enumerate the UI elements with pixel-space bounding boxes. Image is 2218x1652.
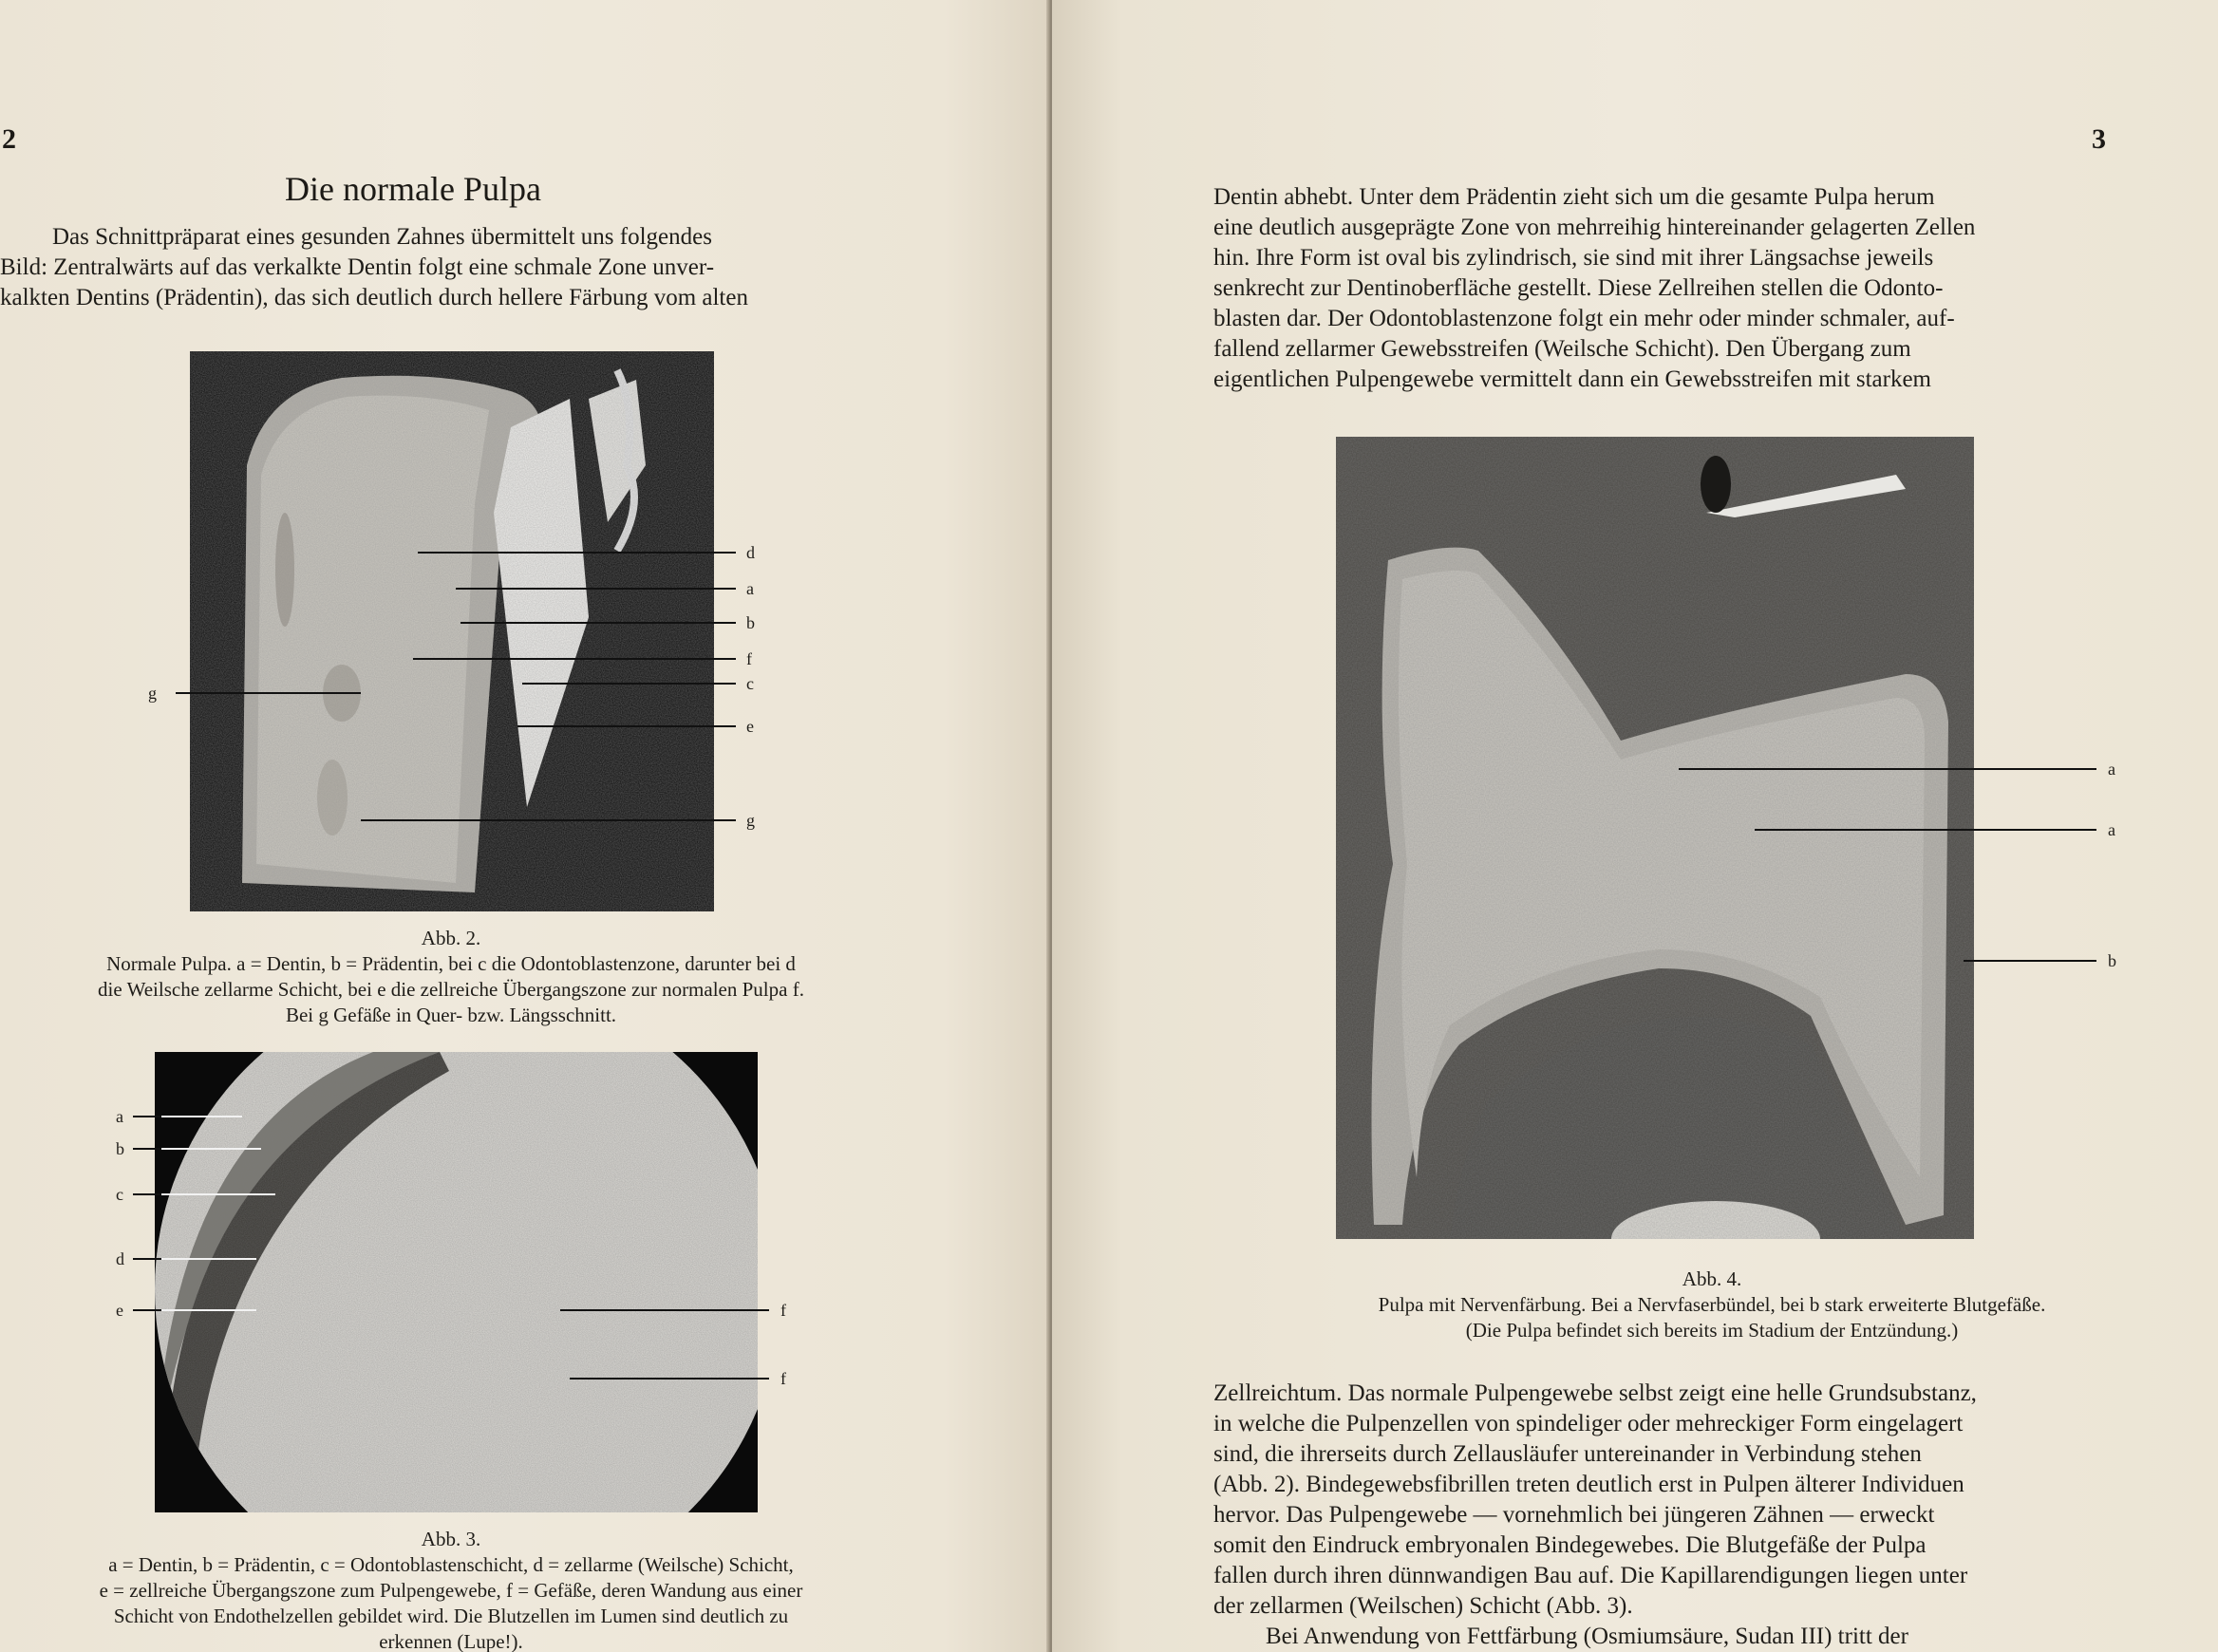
caption-line: Schicht von Endothelzellen gebildet wird. Die Blutzellen im Lumen sind deutlich zu xyxy=(113,1605,789,1627)
text-line: somit den Eindruck embryonalen Bindegewebes. Die Blutgefäße der Pulpa xyxy=(1213,1532,1927,1558)
text-line: Dentin abhebt. Unter dem Prädentin zieht sich um die gesamte Pulpa herum xyxy=(1213,184,1935,210)
fig2-label-f: f xyxy=(746,649,752,668)
fig3-label-a: a xyxy=(116,1107,123,1126)
text-line: Zellreichtum. Das normale Pulpengewebe selbst zeigt eine helle Grundsubstanz, xyxy=(1213,1380,1977,1406)
text-line: (Abb. 2). Bindegewebsfibrillen treten deutlich erst in Pulpen älterer Individuen xyxy=(1213,1472,1964,1497)
fig3-label-f2: f xyxy=(780,1369,786,1388)
fig2-label-a: a xyxy=(746,579,754,598)
text-line: in welche die Pulpenzellen von spindeliger oder mehreckiger Form eingelagert xyxy=(1213,1411,1964,1436)
text-line: eine deutlich ausgeprägte Zone von mehrreihig hintereinander gelagerten Zellen xyxy=(1213,215,1976,240)
text-line: sind, die ihrerseits durch Zellausläufer untereinander in Verbindung stehen xyxy=(1213,1441,1922,1467)
fig2-label-c: c xyxy=(746,674,754,693)
fig2-label-g-left: g xyxy=(148,684,157,703)
text-line: blasten dar. Der Odontoblastenzone folgt ein mehr oder minder schmaler, auf- xyxy=(1213,306,1955,331)
fig2-label-b: b xyxy=(746,613,755,632)
fig3-label-c: c xyxy=(116,1185,123,1204)
text-line: eigentlichen Pulpengewebe vermittelt dann ein Gewebsstreifen mit starkem xyxy=(1213,366,1932,392)
fig3-label-f1: f xyxy=(780,1301,786,1320)
fig4-label-a1: a xyxy=(2108,760,2115,779)
bottom-paragraph xyxy=(1213,1379,2210,1652)
text-line: Bild: Zentralwärts auf das verkalkte Dentin folgt eine schmale Zone unver- xyxy=(0,254,715,280)
text-line: Das Schnittpräparat eines gesunden Zahnes übermittelt uns folgendes xyxy=(52,224,712,250)
figure-4-caption xyxy=(1213,1267,2210,1343)
text-line: fallen durch ihren dünnwandigen Bau auf. Die Kapillarendigungen liegen unter xyxy=(1213,1563,1968,1588)
intro-paragraph xyxy=(0,222,897,313)
text-line: der zellarmen (Weilschen) Schicht (Abb. 3). xyxy=(1213,1593,1633,1619)
right-page xyxy=(1052,0,2218,1652)
page-number-right: 3 xyxy=(2092,123,2106,155)
figure-4-leaders xyxy=(1527,750,2134,978)
fig4-label-b: b xyxy=(2108,951,2116,970)
text-line: hervor. Das Pulpengewebe — vornehmlich bei jüngeren Zähnen — erweckt xyxy=(1213,1502,1935,1528)
caption-line: (Die Pulpa befindet sich bereits im Stadium der Entzündung.) xyxy=(1465,1319,1959,1342)
page-number-left: 2 xyxy=(2,123,16,155)
fig2-label-e: e xyxy=(746,717,754,736)
fig3-label-d: d xyxy=(116,1249,124,1268)
caption-title: Abb. 3. xyxy=(421,1528,481,1550)
text-line: Bei Anwendung von Fettfärbung (Osmiumsäure, Sudan III) tritt der xyxy=(1266,1624,1908,1649)
figure-3-leaders xyxy=(104,1101,807,1405)
text-line: kalkten Dentins (Prädentin), das sich deutlich durch hellere Färbung vom alten xyxy=(0,285,748,310)
caption-line: erkennen (Lupe!). xyxy=(379,1630,523,1652)
text-line: fallend zellarmer Gewebsstreifen (Weilsche Schicht). Den Übergang zum xyxy=(1213,336,1911,362)
caption-line: Pulpa mit Nervenfärbung. Bei a Nervfaserbündel, bei b stark erweiterte Blutgefäße. xyxy=(1378,1293,2046,1316)
fig2-label-d: d xyxy=(746,543,755,562)
fig3-label-b: b xyxy=(116,1139,124,1158)
figure-3-caption xyxy=(0,1527,902,1652)
text-line: hin. Ihre Form ist oval bis zylindrisch, sie sind mit ihrer Längsachse jeweils xyxy=(1213,245,1934,271)
caption-line: die Weilsche zellarme Schicht, bei e die zellreiche Übergangszone zur normalen Pulpa f. xyxy=(98,978,804,1001)
figure-2-caption xyxy=(0,926,902,1028)
caption-line: Normale Pulpa. a = Dentin, b = Prädentin, bei c die Odontoblastenzone, darunter bei d xyxy=(106,952,796,975)
top-paragraph xyxy=(1213,182,2210,395)
figure-2-leaders xyxy=(133,532,779,845)
caption-line: e = zellreiche Übergangszone zum Pulpengewebe, f = Gefäße, deren Wandung aus einer xyxy=(99,1579,803,1602)
caption-line: Bei g Gefäße in Quer- bzw. Längsschnitt. xyxy=(285,1004,617,1026)
caption-title: Abb. 2. xyxy=(421,927,481,949)
caption-line: a = Dentin, b = Prädentin, c = Odontoblastenschicht, d = zellarme (Weilsche) Schicht, xyxy=(108,1553,794,1576)
left-page xyxy=(0,0,1049,1652)
section-title: Die normale Pulpa xyxy=(285,170,541,208)
text-line: senkrecht zur Dentinoberfläche gestellt. Diese Zellreihen stellen die Odonto- xyxy=(1213,275,1944,301)
caption-title: Abb. 4. xyxy=(1682,1267,1742,1290)
fig3-label-e: e xyxy=(116,1301,123,1320)
fig2-label-g-right: g xyxy=(746,811,755,830)
fig4-label-a2: a xyxy=(2108,820,2115,839)
